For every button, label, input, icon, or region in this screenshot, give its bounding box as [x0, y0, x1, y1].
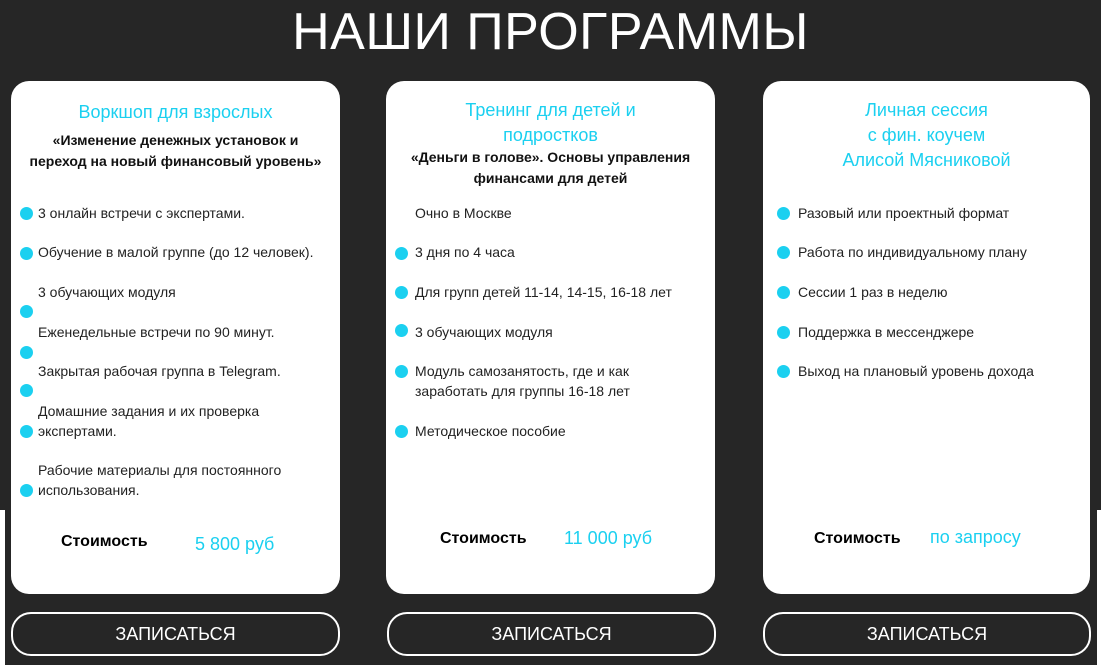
feature-text: Сессии 1 раз в неделю — [798, 284, 948, 300]
bullet-dot — [777, 286, 790, 299]
bullet-dot — [777, 326, 790, 339]
feature-item — [38, 282, 176, 302]
feature-text: Методическое пособие — [415, 423, 566, 439]
card-title — [763, 98, 1090, 173]
price-label: Стоимость — [61, 533, 148, 550]
feature-item — [798, 242, 1027, 262]
feature-text: Очно в Москве — [415, 205, 512, 221]
feature-text: Домашние задания и их проверка — [38, 403, 260, 419]
feature-item — [38, 322, 275, 342]
bullet-dot — [777, 246, 790, 259]
feature-text: Для групп детей 11-14, 14-15, 16-18 лет — [415, 284, 672, 300]
program-card-workshop — [11, 81, 340, 594]
feature-item — [38, 460, 281, 500]
feature-item — [38, 361, 281, 381]
bullet-dot — [20, 305, 33, 318]
feature-text: Работа по индивидуальному плану — [798, 244, 1027, 260]
feature-item — [415, 361, 630, 401]
feature-item — [38, 203, 245, 223]
price-value: 11 000 руб — [564, 528, 653, 548]
feature-text: 3 обучающих модуля — [38, 284, 176, 300]
card-subtitle-line: переход на новый финансовый уровень» — [29, 153, 322, 169]
feature-text: 3 обучающих модуля — [415, 324, 553, 340]
feature-text: 3 онлайн встречи с экспертами. — [38, 205, 245, 221]
bullet-dot — [395, 247, 408, 260]
program-card-personal-session — [763, 81, 1090, 594]
feature-item — [38, 242, 313, 262]
feature-item — [38, 401, 259, 441]
feature-text: заработать для группы 16-18 лет — [415, 383, 630, 399]
bullet-dot — [20, 384, 33, 397]
bullet-dot — [20, 247, 33, 260]
bullet-dot — [395, 425, 408, 438]
page-title: НАШИ ПРОГРАММЫ — [292, 3, 809, 61]
bullet-dot — [20, 484, 33, 497]
feature-item — [798, 322, 974, 342]
bullet-dot — [20, 207, 33, 220]
feature-text: Рабочие материалы для постоянного — [38, 462, 282, 478]
feature-text: Обучение в малой группе (до 12 человек). — [38, 244, 314, 260]
signup-button-personal-session[interactable]: ЗАПИСАТЬСЯ — [763, 612, 1091, 656]
feature-item — [798, 361, 1034, 381]
feature-item — [415, 282, 672, 302]
feature-item — [415, 242, 515, 262]
card-title-line: Алисой Мясниковой — [842, 150, 1011, 170]
feature-text: Закрытая рабочая группа в Telegram. — [38, 363, 281, 379]
feature-text: Разовый или проектный формат — [798, 205, 1010, 221]
card-subtitle-line: «Изменение денежных установок и — [52, 132, 299, 148]
card-title-line: с фин. коучем — [867, 125, 986, 145]
signup-button-workshop[interactable]: ЗАПИСАТЬСЯ — [11, 612, 340, 656]
card-subtitle-line: «Деньги в голове». Основы управления — [410, 149, 691, 165]
program-card-training — [386, 81, 715, 594]
left-edge-strip — [0, 510, 5, 665]
bullet-dot — [20, 346, 33, 359]
feature-item — [415, 203, 512, 223]
feature-item — [798, 203, 1009, 223]
right-edge-strip — [1097, 510, 1101, 665]
feature-text: Выход на плановый уровень дохода — [798, 363, 1034, 379]
card-subtitle-line: финансами для детей — [473, 170, 628, 186]
card-title-line: подростков — [503, 125, 598, 145]
card-title-line: Тренинг для детей и — [465, 100, 636, 120]
price-label: Стоимость — [814, 530, 901, 547]
feature-text: 3 дня по 4 часа — [415, 244, 515, 260]
card-title-line: Воркшоп для взрослых — [78, 102, 273, 122]
feature-item — [415, 322, 553, 342]
bullet-dot — [395, 365, 408, 378]
price-value: 5 800 руб — [195, 534, 275, 554]
card-title — [386, 98, 715, 148]
feature-text: экспертами. — [38, 423, 117, 439]
feature-text: Еженедельные встречи по 90 минут. — [38, 324, 275, 340]
feature-text: использования. — [38, 482, 140, 498]
bullet-dot — [20, 425, 33, 438]
card-subtitle — [11, 130, 340, 172]
feature-item — [415, 421, 566, 441]
card-subtitle — [386, 147, 715, 189]
bullet-dot — [777, 365, 790, 378]
feature-item — [798, 282, 948, 302]
bullet-dot — [777, 207, 790, 220]
bullet-dot — [395, 324, 408, 337]
signup-button-training[interactable]: ЗАПИСАТЬСЯ — [387, 612, 716, 656]
bullet-dot — [395, 286, 408, 299]
price-value: по запросу — [930, 527, 1021, 547]
card-title-line: Личная сессия — [865, 100, 988, 120]
feature-text: Модуль самозанятость, где и как — [415, 363, 629, 379]
price-label: Стоимость — [440, 530, 527, 547]
card-title — [11, 100, 340, 125]
feature-text: Поддержка в мессенджере — [798, 324, 975, 340]
